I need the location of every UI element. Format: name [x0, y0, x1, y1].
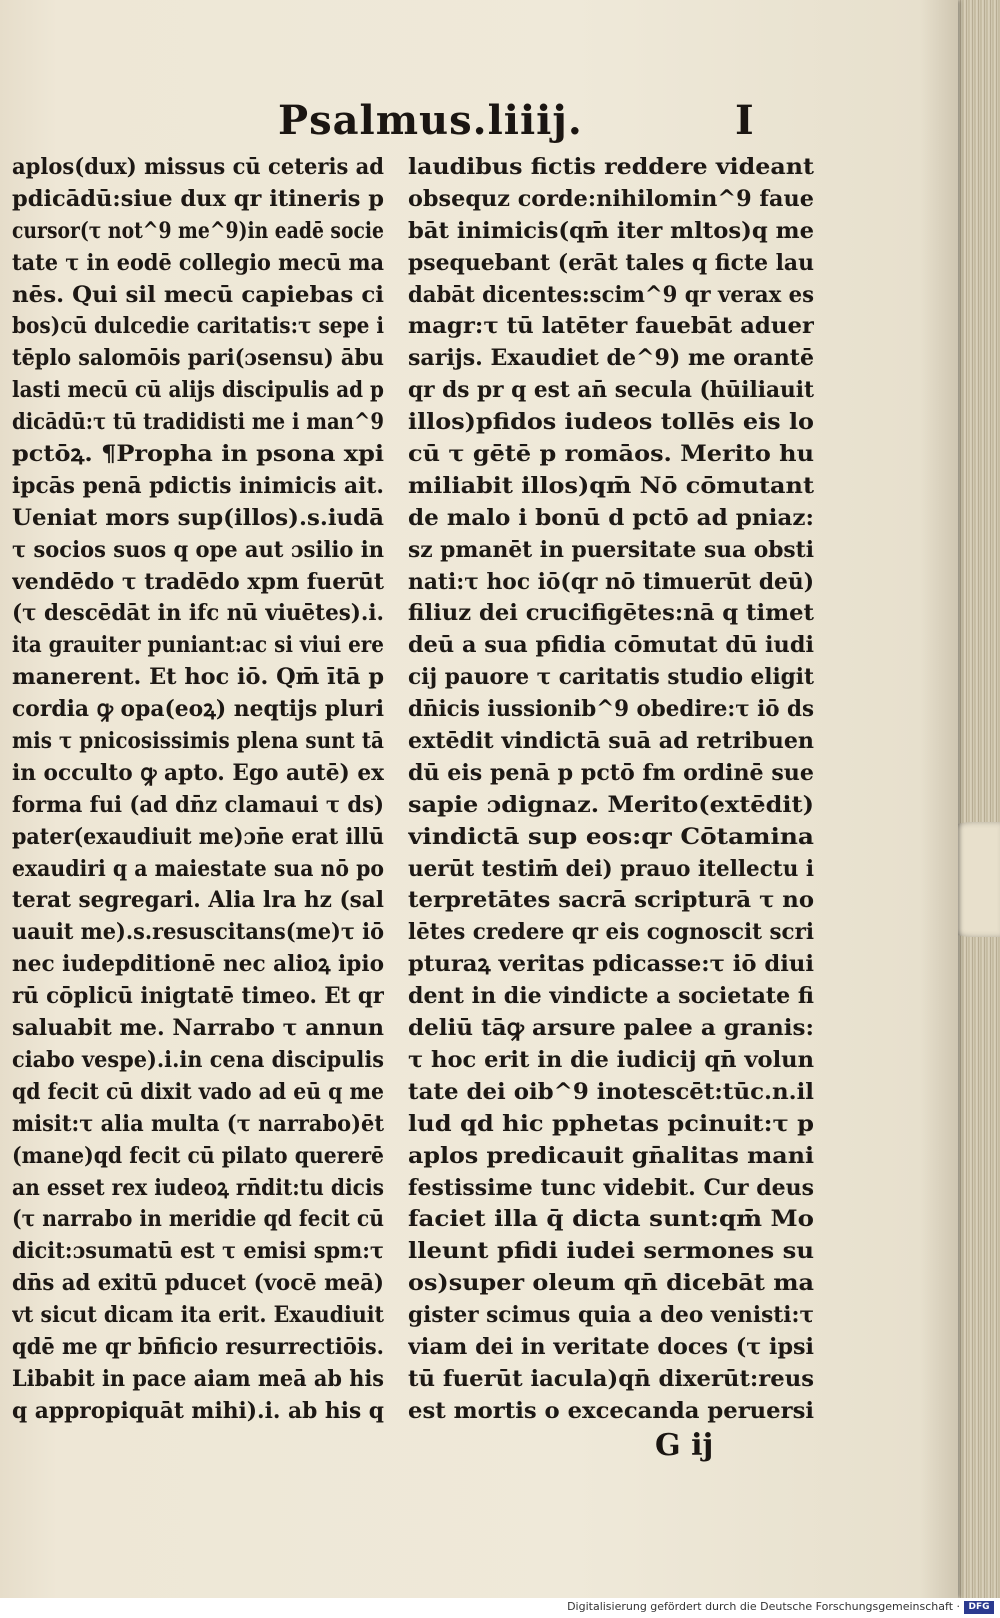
- text-line: uerūt testim̄ dei) prauo itellectu i: [408, 855, 814, 882]
- text-line: vindictā sup eos:qr Cōtamina: [408, 823, 814, 850]
- text-line: nec iudepditionē nec alioꝝ ipio: [12, 951, 384, 978]
- text-line: bos)cū dulcedie caritatis:τ sepe i: [12, 313, 384, 340]
- text-line: cursor(τ not^9 me^9)in eadē socie: [12, 217, 384, 244]
- text-line: illos)pfidos iudeos tollēs eis lo: [408, 409, 814, 436]
- folio-number: I: [735, 97, 754, 144]
- text-line: Libabit in pace aiam meā ab his: [12, 1365, 384, 1392]
- signature-mark: G ij: [655, 1428, 714, 1463]
- text-line: nēs. Qui sil mecū capiebas ci: [12, 281, 384, 308]
- text-line: (mane)qd fecit cū pilato quererē: [12, 1142, 384, 1169]
- text-line: q appropiquāt mihi).i. ab his q: [12, 1397, 384, 1424]
- text-line: τ hoc erit in die iudicij qn̄ volun: [408, 1046, 814, 1073]
- text-line: terat segregari. Alia lra hz (sal: [12, 887, 384, 914]
- text-line: festissime tunc videbit. Cur deus: [408, 1174, 814, 1201]
- text-line: laudibus fictis reddere videant: [408, 154, 814, 180]
- text-line: aplos predicauit gn̄alitas mani: [408, 1142, 814, 1169]
- text-line: tate dei oib^9 inotescēt:tūc.n.il: [408, 1078, 814, 1105]
- text-line: (τ narrabo in meridie qd fecit cū: [12, 1206, 384, 1233]
- text-line: pdicādū:siue dux qr itineris p: [12, 185, 384, 212]
- text-line: de malo i bonū d pctō ad pniaz:: [408, 504, 814, 531]
- text-column-left: [12, 152, 384, 1428]
- text-line: lleunt pfidi iudei sermones su: [408, 1238, 814, 1265]
- text-line: ita grauiter puniant:ac si viui ere: [12, 632, 384, 659]
- text-line: pturaꝝ veritas pdicasse:τ iō diui: [408, 951, 814, 978]
- text-line: pater(exaudiuit me)ɔn̄e erat illū: [12, 823, 384, 850]
- running-title: Psalmus.liiij.: [278, 97, 583, 144]
- text-line: in occulto ꝙ apto. Ego autē) ex: [12, 759, 384, 786]
- text-line: aplos(dux) missus cū ceteris ad: [12, 154, 384, 180]
- text-line: forma fui (ad dn̄z clamaui τ ds): [12, 791, 384, 818]
- text-line: misit:τ alia multa (τ narrabo)ēt: [12, 1110, 384, 1137]
- text-line: bāt inimicis(qm̄ iter mltos)q me: [408, 217, 814, 244]
- dfg-logo: DFG: [964, 1601, 994, 1614]
- text-line: tēplo salomōis pari(ɔsensu) ābu: [12, 345, 384, 372]
- text-line: vendēdo τ tradēdo xpm fuerūt: [12, 568, 384, 595]
- text-line: faciet illa q̄ dicta sunt:qm̄ Mo: [408, 1206, 814, 1233]
- text-line: qr ds pr q est an̄ secula (hūiliauit: [408, 377, 814, 404]
- text-line: τ socios suos q ope aut ɔsilio in: [12, 536, 384, 563]
- text-line: gister scimus quia a deo venisti:τ: [408, 1302, 814, 1329]
- text-line: deliū tāꝙ arsure palee a granis:: [408, 1015, 814, 1042]
- text-line: cū τ gētē p romāos. Merito hu: [408, 441, 814, 468]
- text-line: Ueniat mors sup(illos).s.iudā: [12, 504, 384, 531]
- text-line: lud qd hic pphetas pcinuit:τ p: [408, 1110, 814, 1137]
- text-line: dabāt dicentes:scim^9 qr verax es: [408, 281, 814, 308]
- text-line: miliabit illos)qm̄ Nō cōmutant: [408, 472, 814, 499]
- text-line: dent in die vindicte a societate fi: [408, 983, 814, 1010]
- text-line: dicādū:τ tū tradidisti me i man^9: [12, 409, 384, 436]
- text-line: manerent. Et hoc iō. Qm̄ ītā p: [12, 664, 384, 691]
- text-line: tate τ in eodē collegio mecū ma: [12, 249, 384, 276]
- text-line: (τ descēdāt in ifc nū viuētes).i.: [12, 600, 384, 627]
- running-head: [0, 96, 958, 146]
- text-column-right: [408, 152, 814, 1428]
- text-line: psequebant (erāt tales q ficte lau: [408, 249, 814, 276]
- text-line: vt sicut dicam ita erit. Exaudiuit: [12, 1302, 384, 1329]
- text-line: obsequz corde:nihilomin^9 faue: [408, 185, 814, 212]
- text-line: lētes credere qr eis cognoscit scri: [408, 919, 814, 946]
- text-line: deū a sua pfidia cōmutat dū iudi: [408, 632, 814, 659]
- text-line: tū fuerūt iacula)qn̄ dixerūt:reus: [408, 1365, 814, 1392]
- text-line: dn̄s ad exitū pducet (vocē meā): [12, 1270, 384, 1297]
- text-line: qdē me qr bn̄ficio resurrectiōis.: [12, 1333, 384, 1360]
- page-edges: [955, 0, 1000, 1598]
- text-line: dū eis penā p pctō fm ordinē sue: [408, 759, 814, 786]
- text-line: sarijs. Exaudiet de^9) me orantē: [408, 345, 814, 372]
- text-line: viam dei in veritate doces (τ ipsi: [408, 1333, 814, 1360]
- text-line: est mortis o excecanda peruersi: [408, 1397, 814, 1424]
- digitization-footer: [0, 1598, 1000, 1618]
- text-line: exaudiri q a maiestate sua nō po: [12, 855, 384, 882]
- text-line: an esset rex iudeoꝝ rn̄dit:tu dicis: [12, 1174, 384, 1201]
- text-line: mis τ pnicosissimis plena sunt tā: [12, 728, 384, 755]
- funding-credit: Digitalisierung gefördert durch die Deutsche Forschungsgemeinschaft ·: [567, 1600, 960, 1613]
- text-line: pctōꝝ. ¶Propha in psona xpi: [12, 441, 384, 468]
- text-line: dicit:ɔsumatū est τ emisi spm:τ: [12, 1238, 384, 1265]
- text-line: ciabo vespe).i.in cena discipulis: [12, 1046, 384, 1073]
- text-line: ipcās penā pdictis inimicis ait.: [12, 472, 384, 499]
- text-line: os)super oleum qn̄ dicebāt ma: [408, 1270, 814, 1297]
- text-line: sapie ɔdignaz. Merito(extēdit): [408, 791, 814, 818]
- text-line: cij pauore τ caritatis studio eligit: [408, 664, 814, 691]
- text-line: uauit me).s.resuscitans(me)τ iō: [12, 919, 384, 946]
- text-line: sz pmanēt in puersitate sua obsti: [408, 536, 814, 563]
- text-line: magr:τ tū latēter fauebāt aduer: [408, 313, 814, 340]
- text-line: cordia ꝙ opa(eoꝝ) neqtijs pluri: [12, 696, 384, 723]
- text-line: extēdit vindictā suā ad retribuen: [408, 728, 814, 755]
- text-line: dn̄icis iussionib^9 obedire:τ iō ds: [408, 696, 814, 723]
- text-line: nati:τ hoc iō(qr nō timuerūt deū): [408, 568, 814, 595]
- text-line: lasti mecū cū alijs discipulis ad p: [12, 377, 384, 404]
- text-line: filiuz dei crucifigētes:nā q timet: [408, 600, 814, 627]
- text-line: saluabit me. Narrabo τ annun: [12, 1015, 384, 1042]
- text-line: terpretātes sacrā scripturā τ no: [408, 887, 814, 914]
- text-line: qd fecit cū dixit vado ad eū q me: [12, 1078, 384, 1105]
- text-line: rū cōplicū inigtatē timeo. Et qr: [12, 983, 384, 1010]
